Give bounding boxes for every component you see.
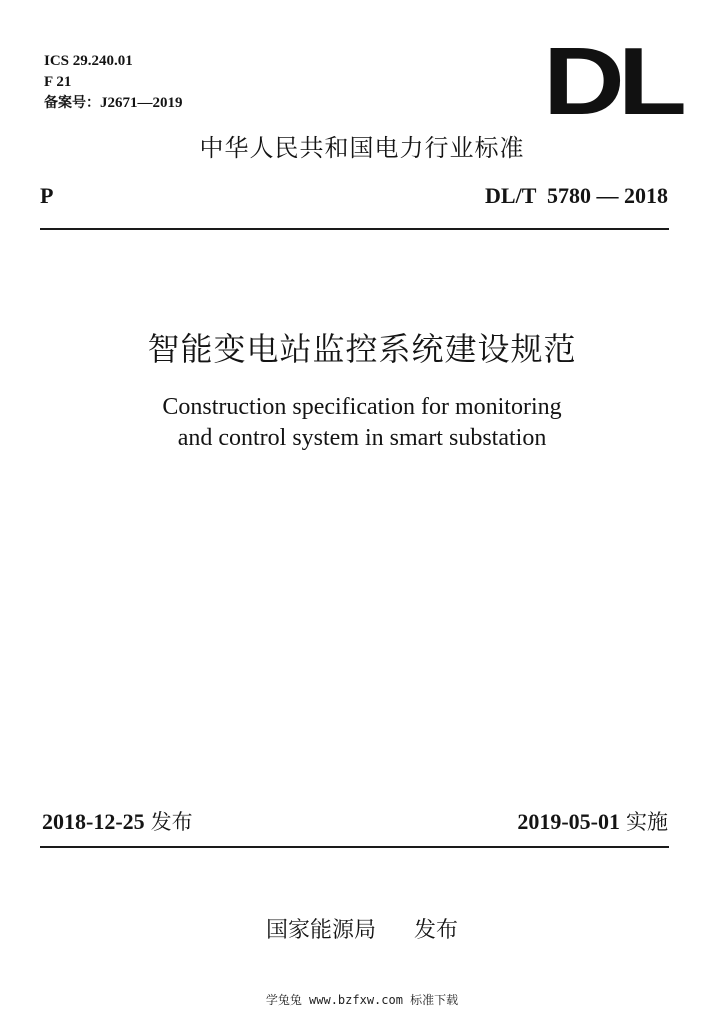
document-title-en-line2: and control system in smart substation xyxy=(177,425,547,451)
issue-label: 发布 xyxy=(150,810,193,834)
effective-date-line xyxy=(517,808,668,836)
class-code: F 21 xyxy=(44,74,72,90)
publisher-line xyxy=(0,916,724,946)
industry-standard-title: 中华人民共和国电力行业标准 xyxy=(199,134,525,162)
standard-number: DL/T 5780 — 2018 xyxy=(485,183,668,208)
issue-date-line xyxy=(42,808,193,836)
record-number: J2671—2019 xyxy=(100,95,183,111)
record-label: 备案号： xyxy=(44,95,100,111)
download-watermark: 学兔兔 www.bzfxw.com 标准下载 xyxy=(265,993,459,1007)
record-number-line xyxy=(44,94,183,112)
standard-category: P xyxy=(40,183,54,208)
issue-date: 2018-12-25 xyxy=(42,809,145,834)
document-title-cn: 智能变电站监控系统建设规范 xyxy=(147,330,577,368)
publisher-name: 国家能源局 xyxy=(265,918,376,943)
dl-logo: DL xyxy=(543,28,680,135)
document-title-en-line1: Construction specification for monitoring xyxy=(162,394,562,420)
footer-divider xyxy=(40,846,669,848)
effective-date: 2019-05-01 xyxy=(517,809,620,834)
publisher-action: 发布 xyxy=(414,918,459,943)
effective-label: 实施 xyxy=(626,810,668,834)
header-divider xyxy=(40,228,669,230)
ics-code: ICS 29.240.01 xyxy=(44,53,133,69)
